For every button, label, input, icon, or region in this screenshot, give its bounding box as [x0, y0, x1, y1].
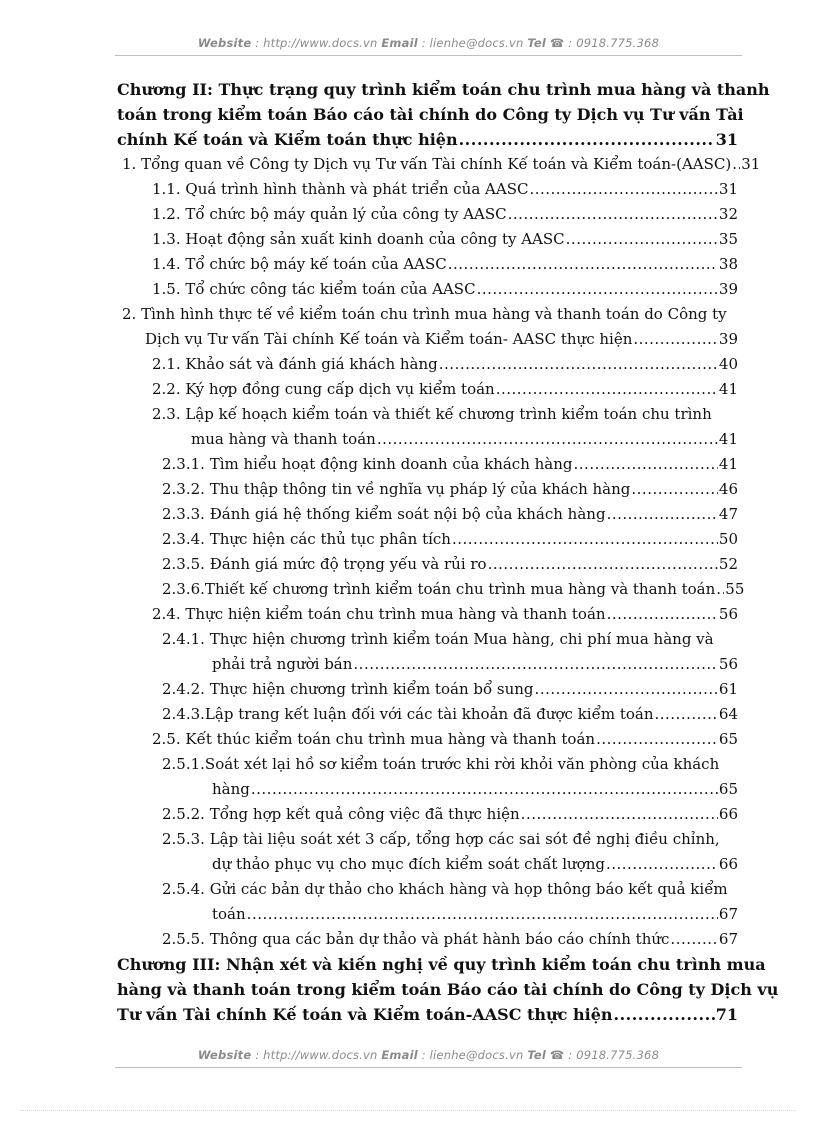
leader-dots	[716, 577, 724, 602]
footer-website-value[interactable]: : http://www.docs.vn	[251, 1048, 382, 1062]
toc-entry-2-5-4-line-2: toán	[212, 905, 246, 923]
leader-dots	[614, 1002, 715, 1027]
toc-entry-title: 2.3.5. Đánh giá mức độ trọng yếu và rủi ro	[162, 555, 487, 573]
toc-page-number: 31	[741, 155, 761, 173]
toc-page-number: 31	[718, 180, 738, 198]
leader-dots	[353, 652, 718, 677]
toc-page-number: 35	[718, 230, 738, 248]
footer-website-label: Website	[197, 1048, 252, 1062]
toc-page-number: 41	[718, 380, 738, 398]
toc-page-number: 56	[718, 605, 738, 623]
toc-entry-2-3-line-1: 2.3. Lập kế hoạch kiểm toán và thiết kế chương trình kiểm toán chu trình	[152, 405, 712, 423]
toc-page-number: 65	[718, 780, 738, 798]
toc-entry-2-5-5[interactable]	[162, 927, 738, 952]
leader-dots	[477, 277, 718, 302]
header-website-value[interactable]: : http://www.docs.vn	[251, 36, 382, 50]
leader-dots	[633, 327, 718, 352]
toc-entry-title: 2.5. Kết thúc kiểm toán chu trình mua hàng và thanh toán	[152, 730, 596, 748]
toc-entry-2-1[interactable]	[152, 352, 738, 377]
header-tel-value: ☎ : 0918.775.368	[546, 36, 660, 50]
footer-email-label: Email	[381, 1048, 418, 1062]
leader-dots	[566, 227, 718, 252]
toc-entry-title: 2.3.6.Thiết kế chương trình kiểm toán chu trình mua hàng và thanh toán	[162, 580, 716, 598]
toc-entry-2-3-4[interactable]	[162, 527, 738, 552]
toc-chapter-2-line-2: toán trong kiểm toán Báo cáo tài chính do Công ty Dịch vụ Tư vấn Tài	[117, 105, 744, 124]
toc-entry-1-3[interactable]	[152, 227, 738, 252]
toc-entry-2-5-1-line-1: 2.5.1.Soát xét lại hồ sơ kiểm toán trước khi rời khỏi văn phòng của khách	[162, 755, 720, 773]
toc-page-number: 65	[718, 730, 738, 748]
header-website-label: Website	[197, 36, 252, 50]
toc-page-number: 32	[718, 205, 738, 223]
toc-entry-title: 2.4.2. Thực hiện chương trình kiểm toán bổ sung	[162, 680, 534, 698]
footer-divider	[115, 1067, 742, 1068]
leader-dots	[607, 502, 718, 527]
leader-dots	[496, 377, 718, 402]
toc-entry-title: 2.3.1. Tìm hiểu hoạt động kinh doanh của khách hàng	[162, 455, 573, 473]
toc-page-number: 39	[718, 330, 738, 348]
toc-entry-2-line-2: Dịch vụ Tư vấn Tài chính Kế toán và Kiểm toán- AASC thực hiện	[145, 330, 633, 348]
header-email-label: Email	[381, 36, 418, 50]
toc-chapter-2-entry[interactable]	[117, 127, 738, 152]
toc-entry-title: 2.4. Thực hiện kiểm toán chu trình mua hàng và thanh toán	[152, 605, 606, 623]
toc-entry-title: 1. Tổng quan về Công ty Dịch vụ Tư vấn Tài chính Kế toán và Kiểm toán-(AASC)	[122, 155, 732, 173]
toc-page-number: 55	[725, 580, 745, 598]
toc-chapter-2-line-1: Chương II: Thực trạng quy trình kiểm toán chu trình mua hàng và thanh	[117, 80, 770, 99]
toc-entry-2-4-1-line-1: 2.4.1. Thực hiện chương trình kiểm toán Mua hàng, chi phí mua hàng và	[162, 630, 714, 648]
toc-page-number: 67	[718, 930, 738, 948]
toc-entry-title: 2.3.2. Thu thập thông tin về nghĩa vụ pháp lý của khách hàng	[162, 480, 631, 498]
leader-dots	[251, 777, 718, 802]
toc-entry-1-5[interactable]	[152, 277, 738, 302]
toc-entry-2-3-6[interactable]	[162, 577, 745, 602]
leader-dots	[459, 127, 715, 152]
leader-dots	[488, 552, 718, 577]
toc-entry-2-5-1-line-2: hàng	[212, 780, 250, 798]
leader-dots	[448, 252, 718, 277]
toc-entry-title: 2.1. Khảo sát và đánh giá khách hàng	[152, 355, 438, 373]
toc-page-number: 41	[718, 455, 738, 473]
toc-page-number: 52	[718, 555, 738, 573]
leader-dots	[732, 152, 740, 177]
leader-dots	[377, 427, 718, 452]
leader-dots	[607, 602, 718, 627]
toc-entry-title: 2.3.4. Thực hiện các thủ tục phân tích	[162, 530, 451, 548]
toc-entry-2-4-2[interactable]	[162, 677, 738, 702]
page-bottom-border	[20, 1110, 796, 1111]
leader-dots	[606, 852, 718, 877]
footer-tel-value: ☎ : 0918.775.368	[546, 1048, 660, 1062]
toc-entry-title: 2.5.5. Thông qua các bản dự thảo và phát hành báo cáo chính thức	[162, 930, 670, 948]
toc-entry-2[interactable]	[145, 327, 738, 352]
toc-entry-1-4[interactable]	[152, 252, 738, 277]
toc-entry-title: 1.4. Tổ chức bộ máy kế toán của AASC	[152, 255, 447, 273]
toc-entry-2-4-1-line-2: phải trả người bán	[212, 655, 353, 673]
toc-entry-title: 1.5. Tổ chức công tác kiểm toán của AASC	[152, 280, 476, 298]
toc-entry-1-2[interactable]	[152, 202, 738, 227]
toc-entry-2-5-3-line-2: dự thảo phục vụ cho mục đích kiểm soát chất lượng	[212, 855, 605, 873]
toc-page-number: 40	[718, 355, 738, 373]
toc-entry-title: 2.5.2. Tổng hợp kết quả công việc đã thực hiện	[162, 805, 520, 823]
toc-entry-2-5-4-line-1: 2.5.4. Gửi các bản dự thảo cho khách hàng và họp thông báo kết quả kiểm	[162, 880, 728, 898]
toc-entry-2-3-line-2: mua hàng và thanh toán	[191, 430, 376, 448]
toc-entry-2-5-2[interactable]	[162, 802, 738, 827]
footer-tel-label: Tel	[527, 1048, 547, 1062]
leader-dots	[535, 677, 718, 702]
toc-entry-2-5-3-line-1: 2.5.3. Lập tài liệu soát xét 3 cấp, tổng hợp các sai sót đề nghị điều chỉnh,	[162, 830, 720, 848]
toc-page-number: 31	[715, 130, 738, 149]
page-footer	[115, 1048, 742, 1062]
toc-chapter-2-line-3: chính Kế toán và Kiểm toán thực hiện	[117, 130, 458, 149]
toc-entry-title: 2.3.3. Đánh giá hệ thống kiểm soát nội bộ của khách hàng	[162, 505, 606, 523]
toc-entry-title: 2.2. Ký hợp đồng cung cấp dịch vụ kiểm toán	[152, 380, 495, 398]
toc-page-number: 38	[718, 255, 738, 273]
header-email-value[interactable]: : lienhe@docs.vn	[417, 36, 528, 50]
toc-page-number: 61	[718, 680, 738, 698]
toc-page-number: 39	[718, 280, 738, 298]
toc-entry-2-3-1[interactable]	[162, 452, 738, 477]
toc-chapter-3-line-3: Tư vấn Tài chính Kế toán và Kiểm toán-AASC thực hiện	[117, 1005, 613, 1024]
toc-page-number: 66	[718, 805, 738, 823]
header-divider	[115, 55, 742, 56]
toc-chapter-3-line-1: Chương III: Nhận xét và kiến nghị về quy trình kiểm toán chu trình mua	[117, 955, 766, 974]
toc-entry-1[interactable]	[122, 152, 761, 177]
toc-chapter-3-line-2: hàng và thanh toán trong kiểm toán Báo cáo tài chính do Công ty Dịch vụ	[117, 980, 779, 999]
leader-dots	[521, 802, 718, 827]
page-header	[115, 36, 742, 50]
toc-page-number: 67	[718, 905, 738, 923]
toc-page-number: 47	[718, 505, 738, 523]
toc-page-number: 71	[715, 1005, 738, 1024]
toc-entry-1-1[interactable]	[152, 177, 738, 202]
footer-email-value[interactable]: : lienhe@docs.vn	[417, 1048, 528, 1062]
toc-entry-2-3[interactable]	[191, 427, 738, 452]
toc-entry-2-3-3[interactable]	[162, 502, 738, 527]
toc-page-number: 50	[718, 530, 738, 548]
leader-dots	[508, 202, 718, 227]
toc-chapter-3-entry[interactable]	[117, 1002, 738, 1027]
toc-entry-2-3-2[interactable]	[162, 477, 738, 502]
toc-entry-title: 2.4.3.Lập trang kết luận đối với các tài khoản đã được kiểm toán	[162, 705, 654, 723]
leader-dots	[670, 927, 717, 952]
leader-dots	[452, 527, 718, 552]
leader-dots	[247, 902, 718, 927]
toc-page-number: 64	[718, 705, 738, 723]
toc-entry-2-5-3[interactable]	[212, 852, 738, 877]
leader-dots	[654, 702, 717, 727]
toc-entry-2-3-5[interactable]	[162, 552, 738, 577]
toc-entry-title: 1.2. Tổ chức bộ máy quản lý của công ty AASC	[152, 205, 507, 223]
header-tel-label: Tel	[527, 36, 547, 50]
toc-entry-2-4-3[interactable]	[162, 702, 738, 727]
leader-dots	[574, 452, 718, 477]
toc-entry-2-4[interactable]	[152, 602, 738, 627]
toc-entry-2-4-1[interactable]	[212, 652, 738, 677]
leader-dots	[631, 477, 718, 502]
toc-page-number: 41	[718, 430, 738, 448]
toc-entry-2-line-1: 2. Tình hình thực tế về kiểm toán chu trình mua hàng và thanh toán do Công ty	[122, 305, 727, 323]
toc-page-number: 56	[718, 655, 738, 673]
toc-page-number: 66	[718, 855, 738, 873]
toc-page-number: 46	[718, 480, 738, 498]
leader-dots	[529, 177, 717, 202]
toc-entry-2-5-1[interactable]	[212, 777, 738, 802]
toc-entry-2-5[interactable]	[152, 727, 738, 752]
toc-entry-title: 1.1. Quá trình hình thành và phát triển của AASC	[152, 180, 529, 198]
leader-dots	[596, 727, 718, 752]
toc-entry-2-2[interactable]	[152, 377, 738, 402]
toc-entry-2-5-4[interactable]	[212, 902, 738, 927]
toc-entry-title: 1.3. Hoạt động sản xuất kinh doanh của công ty AASC	[152, 230, 565, 248]
leader-dots	[439, 352, 718, 377]
